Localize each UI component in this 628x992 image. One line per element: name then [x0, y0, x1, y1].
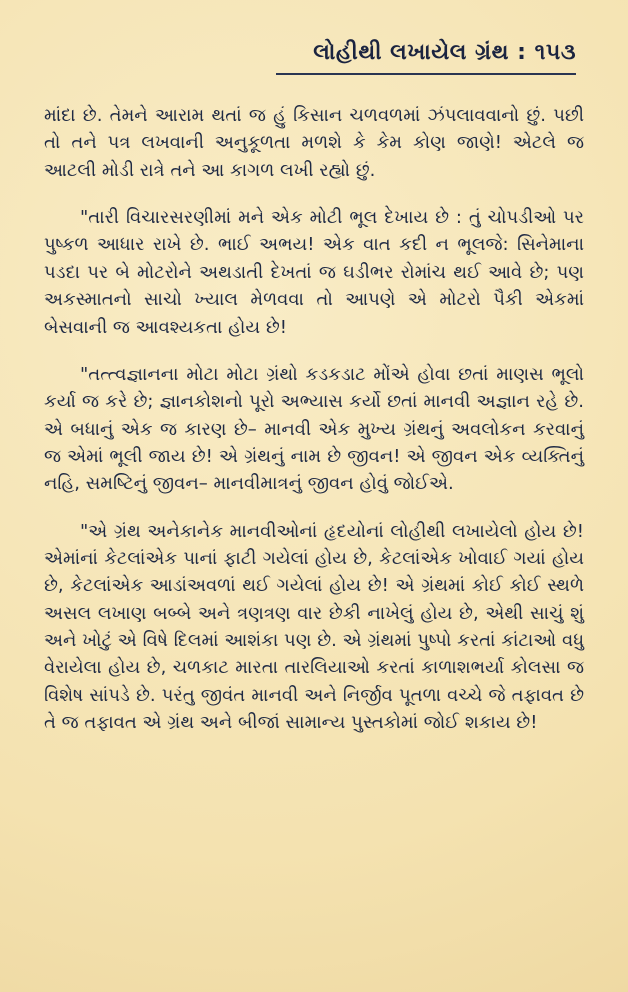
- body-paragraph-2: "તારી વિચારસરણીમાં મને એક મોટી ભૂલ દેખાય છે : તું ચોપડીઓ પર પુષ્કળ આધાર રાખે છે. ભાઈ અભય! એક વાત કદી ન ભૂલજે: સિનેમાના પડદા પર બે મોટરોને અથડાતી દેખતાં જ ઘડીભર રોમાંચ થઈ આવે છે; પણ અકસ્માતનો સાચો ખ્યાલ મેળવવા તો આપણે એ મોટરો પૈકી એકમાં બેસવાની જ આવશ્યકતા હોય છે!: [44, 207, 584, 338]
- body-paragraph-4: "એ ગ્રંથ અનેકાનેક માનવીઓનાં હૃદયોનાં લોહીથી લખાયેલો હોય છે! એમાંનાં કેટલાંએક પાનાં ફાટી ગયેલાં હોય છે, કેટલાંએક ખોવાઈ ગયાં હોય છે, કેટલાંએક આડાંઅવળાં થઈ ગયેલાં હોય છે! એ ગ્રંથમાં કોઈ કોઈ સ્થળે અસલ લખાણ બબ્બે અને ત્રણત્રણ વાર છેકી નાખેલું હોય છે, એથી સાચું શું અને ખોટું એ વિષે દિલમાં આશંકા પણ છે. એ ગ્રંથમાં પુષ્પો કરતાં કાંટાઓ વધુ વેરાયેલા હોય છે, ચળકાટ મારતા તારલિયાઓ કરતાં કાળાશભર્યા કોલસા જ વિશેષ સાંપડે છે. પરંતુ જીવંત માનવી અને નિર્જીવ પૂતળા વચ્ચે જે તફાવત છે તે જ તફાવત એ ગ્રંથ અને બીજાં સામાન્ય પુસ્તકોમાં જોઈ શકાય છે!: [44, 520, 584, 734]
- body-paragraph-1: માંદા છે. તેમને આરામ થતાં જ હું કિસાન ચળવળમાં ઝંપલાવવાનો છું. પછી તો તને પત્ર લખવાની અનુકૂળતા મળશે કે કેમ કોણ જાણે! એટલે જ આટલી મોડી રાત્રે તને આ કાગળ લખી રહ્યો છું.: [44, 105, 584, 181]
- page-body: [44, 102, 584, 737]
- body-paragraph-3: "તત્ત્વજ્ઞાનના મોટા મોટા ગ્રંથો કડકડાટ મોંએ હોવા છતાં માણસ ભૂલો કર્યા જ કરે છે; જ્ઞાનકોશનો પૂરો અભ્યાસ કર્યો છતાં માનવી અજ્ઞાન રહે છે. એ બધાનું એક જ કારણ છે– માનવી એક મુખ્ય ગ્રંથનું અવલોકન કરવાનું જ એમાં ભૂલી જાય છે! એ ગ્રંથનું નામ છે જીવન! એ જીવન એક વ્યક્તિનું નહિ, સમષ્ટિનું જીવન– માનવીમાત્રનું જીવન હોવું જોઈએ.: [44, 363, 584, 495]
- running-head-title: લોહીથી લખાયેલ ગ્રંથ : ૧૫૩: [276, 40, 576, 75]
